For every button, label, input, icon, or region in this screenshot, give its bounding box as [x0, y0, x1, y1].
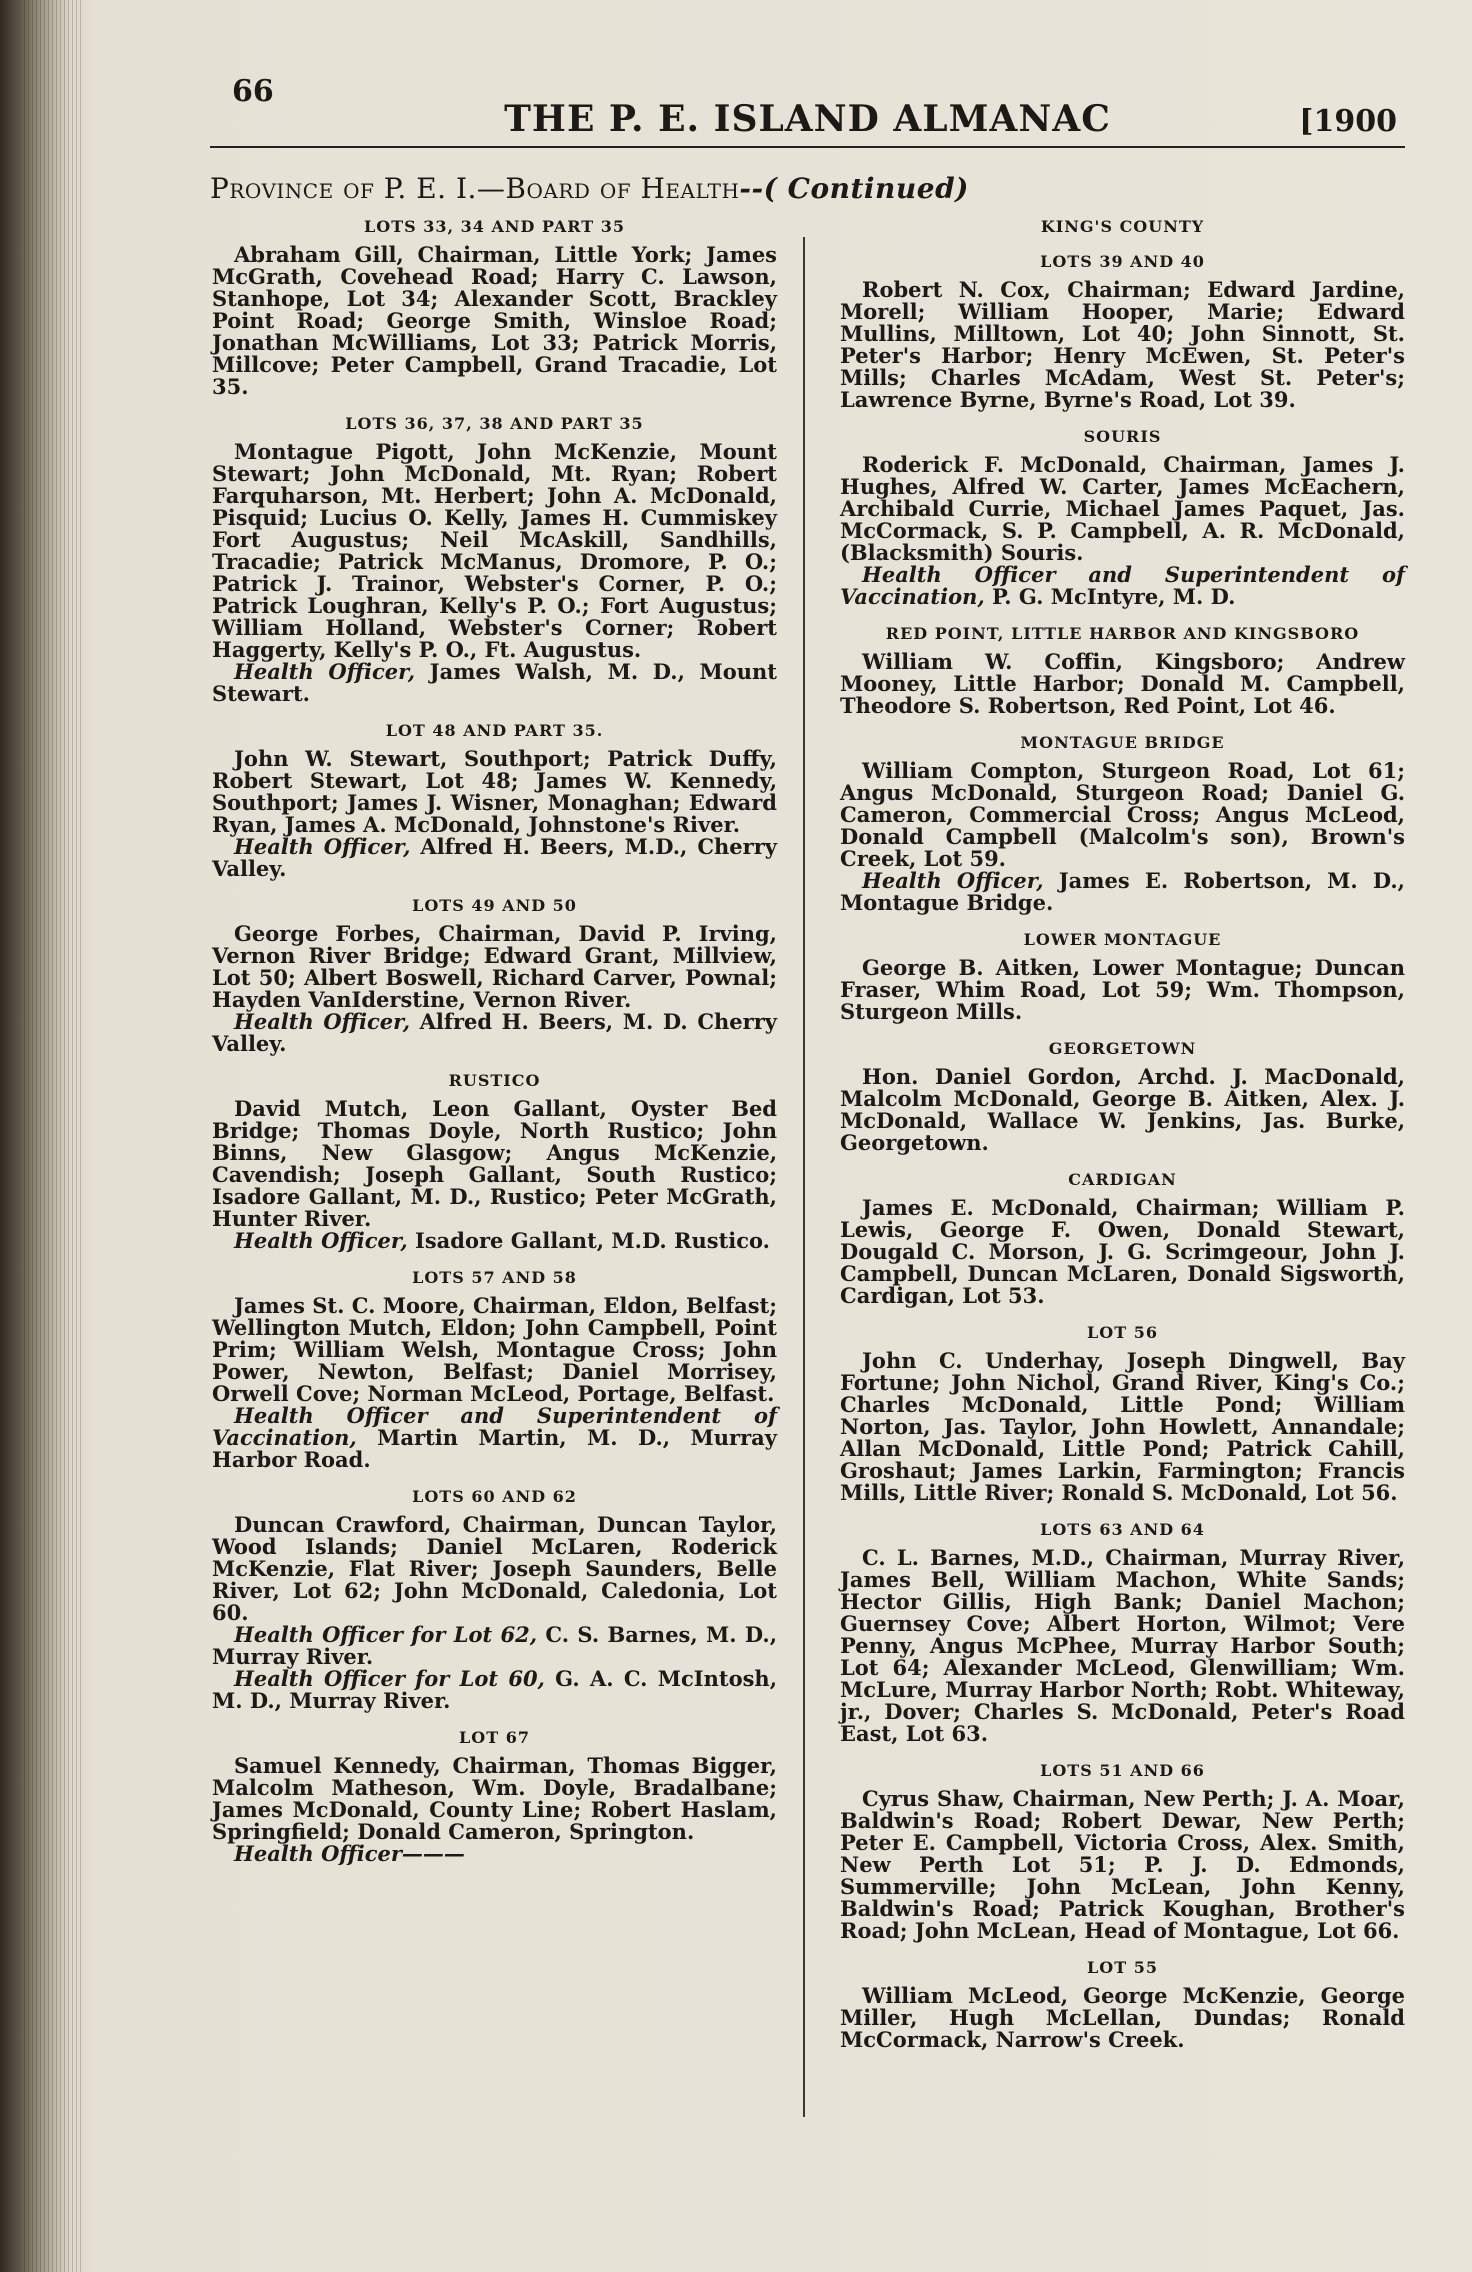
district-block — [212, 217, 777, 398]
health-officer-name: Alfred H. Beers, M.D., Cherry Valley. — [212, 834, 777, 881]
district-heading: LOTS 63 AND 64 — [1040, 1520, 1205, 1539]
almanac-page — [210, 60, 1405, 2200]
district-block — [840, 1323, 1405, 1504]
health-officer-line — [212, 661, 777, 705]
district-heading: LOTS 57 AND 58 — [412, 1268, 577, 1287]
board-members-text: William Compton, Sturgeon Road, Lot 61; Angus McDonald, Sturgeon Road; Daniel G. Cameron, Commercial Cross; Angus McLeod, Donald Campbell (Malcolm's son), Brown's Creek, Lot 59. — [840, 758, 1405, 871]
board-members-text: George B. Aitken, Lower Montague; Duncan Fraser, Whim Road, Lot 59; Wm. Thompson, Sturgeon Mills. — [840, 955, 1405, 1024]
board-members-text: Cyrus Shaw, Chairman, New Perth; J. A. Moar, Baldwin's Road; Robert Dewar, New Perth; Peter E. Campbell, Victoria Cross, Alex. Smith, New Perth Lot 51; P. J. D. Edmonds, Summerville; John McLean, John Kenny, Baldwin's Road; Patrick Koughan, Brother's Road; John McLean, Head of Montague, Lot 66. — [840, 1786, 1405, 1943]
board-members-text: George Forbes, Chairman, David P. Irving, Vernon River Bridge; Edward Grant, Millview, Lot 50; Albert Boswell, Richard Carver, Pownal; Hayden VanIderstine, Vernon River. — [212, 921, 777, 1012]
health-officer-line — [212, 1405, 777, 1471]
district-block — [212, 1268, 777, 1471]
district-heading: LOTS 60 AND 62 — [412, 1487, 577, 1506]
district-heading: KING'S COUNTY — [1040, 217, 1205, 236]
district-block — [212, 414, 777, 705]
health-officer-label: Health Officer, — [862, 868, 1044, 893]
health-officer-line — [212, 1668, 777, 1712]
district-block — [840, 624, 1405, 717]
health-officer-name: James Walsh, M. D., Mount Stewart. — [212, 659, 777, 706]
health-officer-name: G. A. C. McIntosh, M. D., Murray River. — [212, 1666, 778, 1713]
district-heading: CARDIGAN — [1068, 1170, 1177, 1189]
district-heading: LOTS 36, 37, 38 AND PART 35 — [345, 414, 644, 433]
district-heading: LOT 55 — [1087, 1958, 1158, 1977]
district-heading: SOURIS — [1083, 427, 1162, 446]
board-members-text: C. L. Barnes, M.D., Chairman, Murray River, James Bell, William Machon, White Sands; Hector Gillis, High Bank; Daniel Machon; Guernsey Cove; Albert Horton, Wilmot; Vere Penny, Angus McPhee, Murray Harbor South; Lot 64; Alexander McLeod, Glenwilliam; Wm. McLure, Murray Harbor North; Robt. Whiteway, jr., Dover; Charles S. McDonald, Peter's Road East, Lot 63. — [840, 1545, 1405, 1746]
district-block — [212, 1728, 777, 1865]
health-officer-label: Health Officer, — [234, 1228, 408, 1253]
health-officer-name: James E. Robertson, M. D., Montague Bridge. — [840, 868, 1405, 915]
health-officer-name: Alfred H. Beers, M. D. Cherry Valley. — [212, 1009, 777, 1056]
district-heading: RUSTICO — [448, 1071, 541, 1090]
section-title — [210, 172, 1405, 205]
left-column — [210, 213, 777, 2153]
district-heading: LOT 67 — [459, 1728, 530, 1747]
district-heading: MONTAGUE BRIDGE — [1020, 733, 1225, 752]
board-members-text: John W. Stewart, Southport; Patrick Duffy, Robert Stewart, Lot 48; James W. Kennedy, Southport; James J. Wisner, Monaghan; Edward Ryan, James A. McDonald, Johnstone's River. — [212, 746, 777, 837]
health-officer-line — [840, 564, 1405, 608]
section-title-text: Province of P. E. I.—Board of Health — [210, 172, 740, 205]
board-members-text: James E. McDonald, Chairman; William P. Lewis, George F. Owen, Donald Stewart, Dougald C. Morson, J. G. Scrimgeour, John J. Campbell, Duncan McLaren, Donald Sigsworth, Cardigan, Lot 53. — [840, 1195, 1405, 1308]
district-heading: GEORGETOWN — [1048, 1039, 1197, 1058]
page-edge-stack — [24, 0, 84, 2272]
health-officer-label: Health Officer for Lot 62, — [234, 1622, 538, 1647]
board-members-text: John C. Underhay, Joseph Dingwell, Bay Fortune; John Nichol, Grand River, King's Co.; Charles McDonald, Little Pond; William Norton, Jas. Taylor, John Howlett, Annandale; Allan McDonald, Little Pond; Patrick Cahill, Groshaut; James Larkin, Farmington; Francis Mills, Little River; Ronald S. McDonald, Lot 56. — [840, 1348, 1405, 1505]
health-officer-label: Health Officer and Superintendent of Vaccination, — [840, 562, 1405, 609]
district-block — [212, 1071, 777, 1252]
health-officer-label: Health Officer——— — [234, 1841, 465, 1866]
two-column-body — [210, 213, 1405, 2153]
health-officer-name: P. G. McIntyre, M. D. — [984, 584, 1236, 609]
district-block — [840, 1520, 1405, 1745]
health-officer-line — [212, 836, 777, 880]
district-heading: LOTS 51 AND 66 — [1040, 1761, 1205, 1780]
health-officer-label: Health Officer, — [234, 834, 411, 859]
district-heading: LOTS 49 AND 50 — [412, 896, 577, 915]
district-block — [840, 427, 1405, 608]
board-members-text: David Mutch, Leon Gallant, Oyster Bed Bridge; Thomas Doyle, North Rustico; John Binns, New Glasgow; Angus McKenzie, Cavendish; Joseph Gallant, South Rustico; Isadore Gallant, M. D., Rustico; Peter McGrath, Hunter River. — [212, 1096, 777, 1231]
district-block — [212, 896, 777, 1055]
district-heading: LOTS 33, 34 AND PART 35 — [364, 217, 625, 236]
district-heading: RED POINT, LITTLE HARBOR AND KINGSBORO — [885, 624, 1360, 643]
district-heading: LOTS 39 AND 40 — [1040, 252, 1205, 271]
district-block — [840, 733, 1405, 914]
page-number: 66 — [232, 74, 274, 109]
health-officer-label: Health Officer for Lot 60, — [234, 1666, 545, 1691]
health-officer-name: Martin Martin, M. D., Murray Harbor Road. — [212, 1425, 777, 1472]
column-divider — [803, 237, 805, 2117]
health-officer-line — [212, 1011, 777, 1055]
right-column — [840, 213, 1405, 2153]
district-block — [840, 217, 1405, 236]
health-officer-name: Isadore Gallant, M.D. Rustico. — [407, 1228, 770, 1253]
health-officer-label: Health Officer, — [234, 659, 416, 684]
board-members-text: Abraham Gill, Chairman, Little York; James McGrath, Covehead Road; Harry C. Lawson, Stanhope, Lot 34; Alexander Scott, Brackley Point Road; George Smith, Winsloe Road; Jonathan McWilliams, Lot 33; Patrick Morris, Millcove; Peter Campbell, Grand Tracadie, Lot 35. — [212, 242, 777, 399]
district-block — [840, 1039, 1405, 1154]
district-heading: LOWER MONTAGUE — [1023, 930, 1222, 949]
year-label: [1900 — [1299, 104, 1397, 139]
district-heading: LOT 48 AND PART 35. — [385, 721, 604, 740]
board-members-text: William McLeod, George McKenzie, George Miller, Hugh McLellan, Dundas; Ronald McCormack, Narrow's Creek. — [840, 1983, 1405, 2052]
district-block — [840, 252, 1405, 411]
section-continued: --( Continued) — [739, 172, 969, 205]
district-block — [840, 930, 1405, 1023]
health-officer-name: C. S. Barnes, M. D., Murray River. — [212, 1622, 778, 1669]
health-officer-line — [212, 1230, 777, 1252]
board-members-text: Samuel Kennedy, Chairman, Thomas Bigger, Malcolm Matheson, Wm. Doyle, Bradalbane; James McDonald, County Line; Robert Haslam, Springfield; Donald Cameron, Springton. — [212, 1753, 777, 1844]
board-members-text: Montague Pigott, John McKenzie, Mount Stewart; John McDonald, Mt. Ryan; Robert Farquharson, Mt. Herbert; John A. McDonald, Pisquid; Lucius O. Kelly, James H. Cummiskey Fort Augustus; Neil McAskill, Sandhills, Tracadie; Patrick McManus, Dromore, P. O.; Patrick J. Trainor, Webster's Corner, P. O.; Patrick Loughran, Kelly's P. O.; Fort Augustus; William Holland, Webster's Corner; Robert Haggerty, Kelly's P. O., Ft. Augustus. — [212, 439, 777, 662]
health-officer-line — [840, 870, 1405, 914]
running-head — [210, 60, 1405, 148]
district-heading: LOT 56 — [1087, 1323, 1158, 1342]
district-block — [840, 1958, 1405, 2051]
district-block — [840, 1761, 1405, 1942]
health-officer-label: Health Officer, — [234, 1009, 411, 1034]
almanac-title: THE P. E. ISLAND ALMANAC — [504, 98, 1111, 140]
district-block — [212, 721, 777, 880]
district-block — [212, 1487, 777, 1712]
health-officer-line — [212, 1624, 777, 1668]
board-members-text: Hon. Daniel Gordon, Archd. J. MacDonald, Malcolm McDonald, George B. Aitken, Alex. J. McDonald, Wallace W. Jenkins, Jas. Burke, Georgetown. — [840, 1064, 1405, 1155]
board-members-text: Robert N. Cox, Chairman; Edward Jardine, Morell; William Hooper, Marie; Edward Mullins, Milltown, Lot 40; John Sinnott, St. Peter's Harbor; Henry McEwen, St. Peter's Mills; Charles McAdam, West St. Peter's; Lawrence Byrne, Byrne's Road, Lot 39. — [840, 277, 1405, 412]
health-officer-line — [212, 1843, 777, 1865]
board-members-text: James St. C. Moore, Chairman, Eldon, Belfast; Wellington Mutch, Eldon; John Campbell, Point Prim; William Welsh, Montague Cross; John Power, Newton, Belfast; Daniel Morrisey, Orwell Cove; Norman McLeod, Portage, Belfast. — [212, 1293, 777, 1406]
district-block — [840, 1170, 1405, 1307]
health-officer-label: Health Officer and Superintendent of Vaccination, — [212, 1403, 777, 1450]
board-members-text: Roderick F. McDonald, Chairman, James J. Hughes, Alfred W. Carter, James McEachern, Archibald Currie, Michael James Paquet, Jas. McCormack, S. P. Campbell, A. R. McDonald, (Blacksmith) Souris. — [840, 452, 1405, 565]
board-members-text: Duncan Crawford, Chairman, Duncan Taylor, Wood Islands; Daniel McLaren, Roderick McKenzie, Flat River; Joseph Saunders, Belle River, Lot 62; John McDonald, Caledonia, Lot 60. — [212, 1512, 777, 1625]
board-members-text: William W. Coffin, Kingsboro; Andrew Mooney, Little Harbor; Donald M. Campbell, Theodore S. Robertson, Red Point, Lot 46. — [840, 649, 1405, 718]
